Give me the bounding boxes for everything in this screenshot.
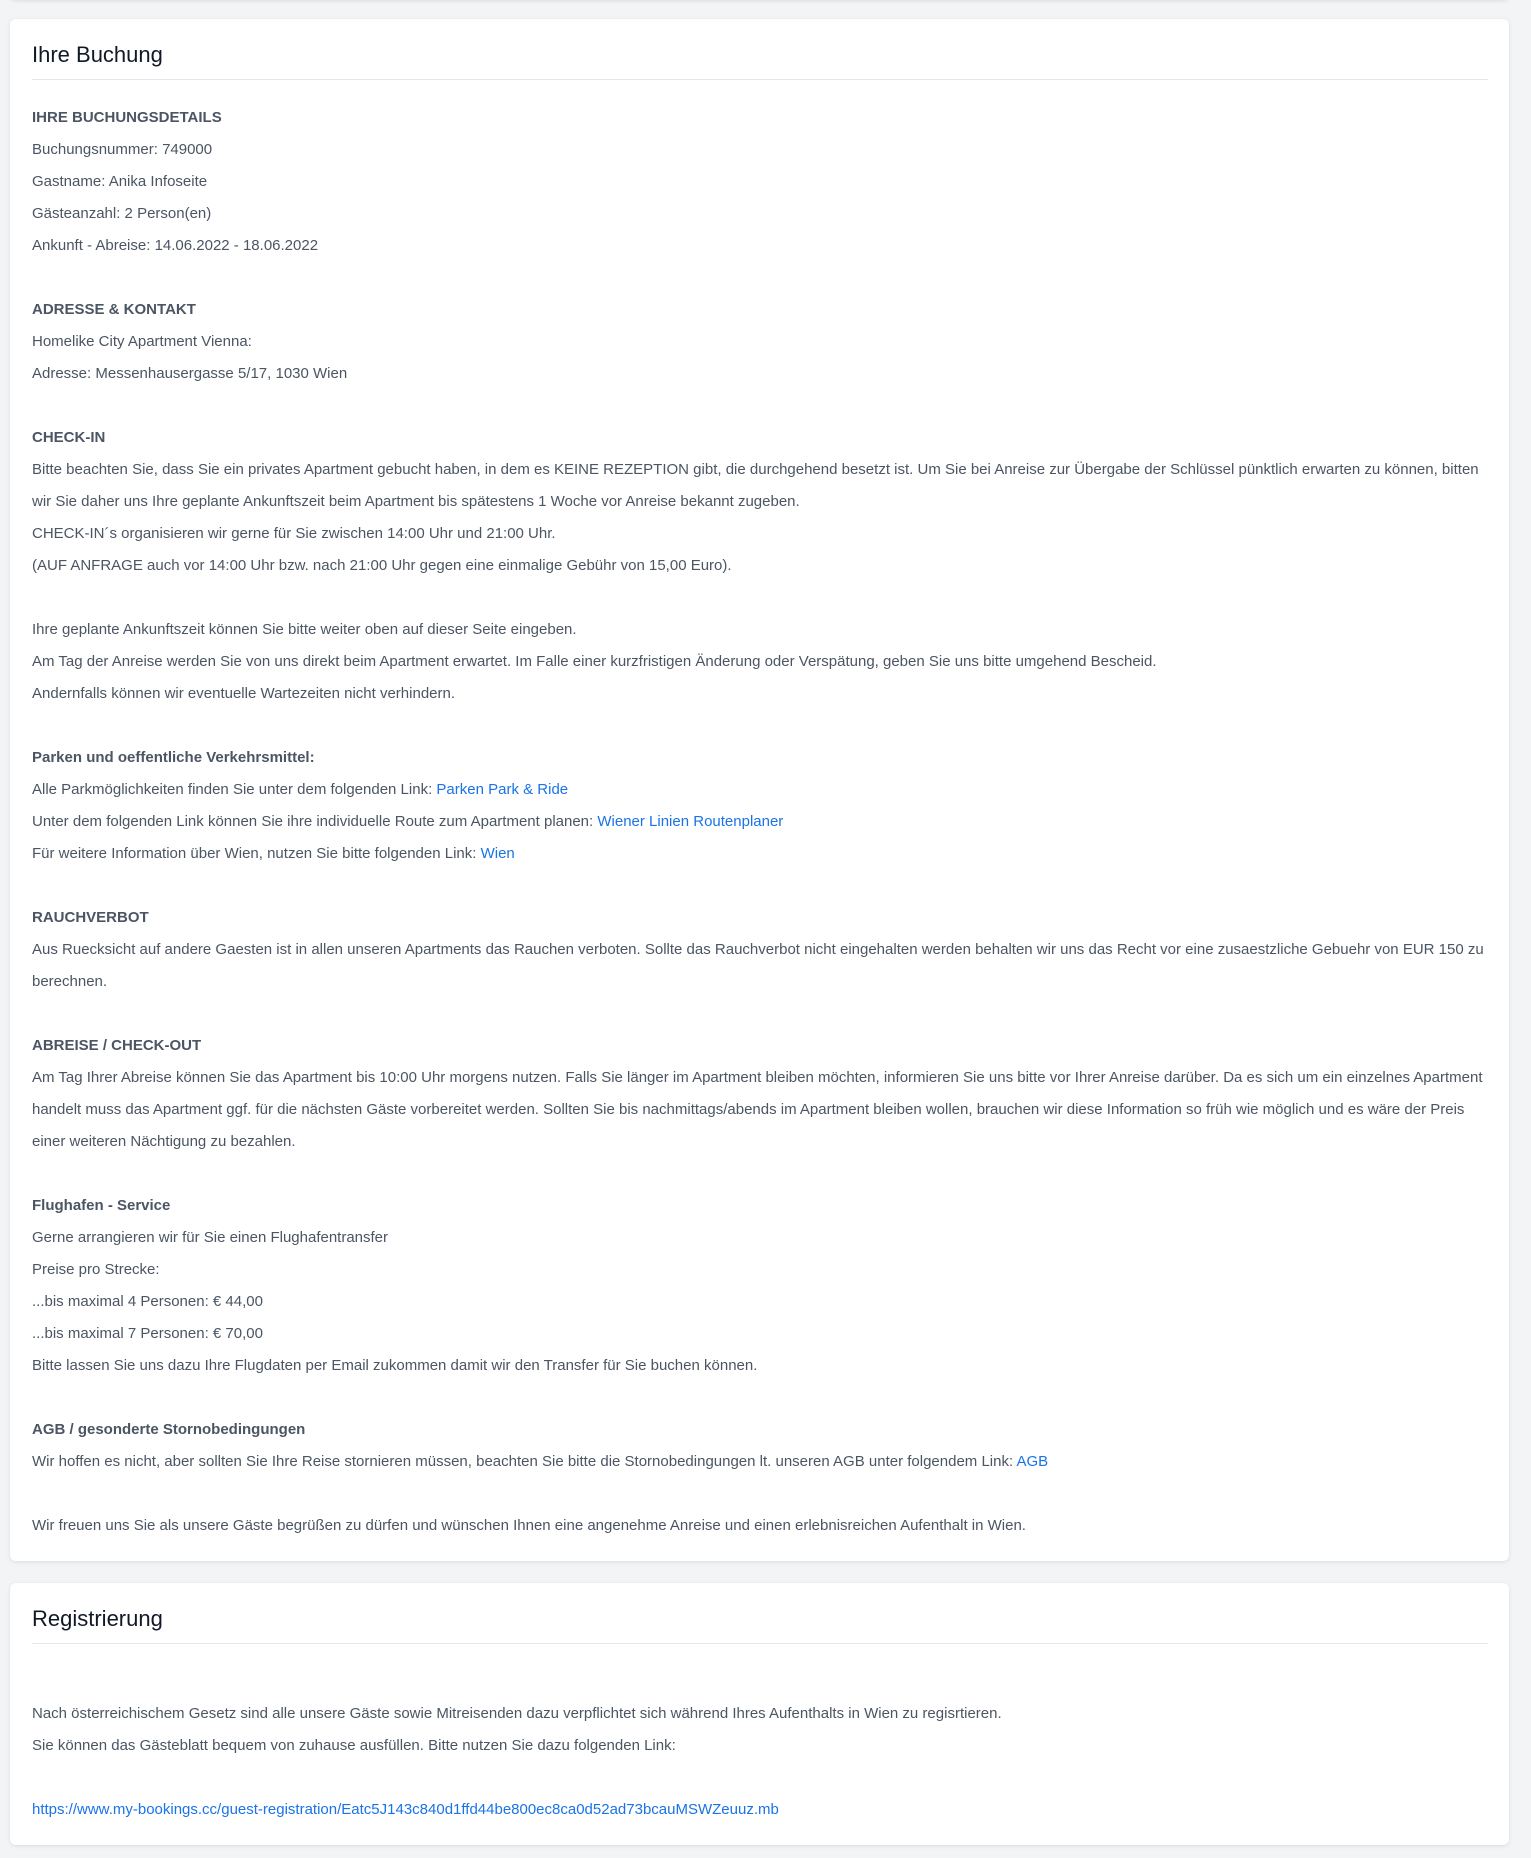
airport-price-7: ...bis maximal 7 Personen: € 70,00 — [32, 1325, 263, 1342]
checkout-text: Am Tag Ihrer Abreise können Sie das Apartment bis 10:00 Uhr morgens nutzen. Falls Sie länger im Apartment bleiben möchten, informieren Sie uns bitte vor Ihrer Anreise darüber. Da es sich um ein einzelnes Apartment handelt muss das Apartment ggf. für die nächsten Gäste vorbereitet werden. Sollten Sie bis nachmittags/abends im Apartment bleiben wollen, brauchen wir diese Information so früh wie möglich und es wäre der Preis einer weiteren Nächtigung zu bezahlen. — [32, 1069, 1483, 1150]
terms-text: Wir hoffen es nicht, aber sollten Sie Ihre Reise stornieren müssen, beachten Sie bitte die Stornobedingungen lt. unseren AGB unter folgendem Link: — [32, 1453, 1017, 1470]
smoking-text: Aus Ruecksicht auf andere Gaesten ist in allen unseren Apartments das Rauchen verboten. Sollte das Rauchverbot nicht eingehalten werden behalten wir uns das Recht vor eine zusaestzliche Gebuehr von EUR 150 zu berechnen. — [32, 941, 1484, 990]
route-planner-line — [32, 806, 1488, 838]
registration-card-title: Registrierung — [32, 1583, 1488, 1644]
guest-registration-link[interactable]: https://www.my-bookings.cc/guest-registration/Eatc5J143c840d1ffd44be800ec8ca0d52ad73bcauMSWZeuuz.mb — [32, 1801, 779, 1818]
registration-content — [32, 1644, 1488, 1826]
guest-name: Gastname: Anika Infoseite — [32, 173, 208, 190]
address-section — [32, 294, 1488, 390]
airport-heading: Flughafen - Service — [32, 1197, 171, 1214]
checkout-heading: ABREISE / CHECK-OUT — [32, 1037, 202, 1054]
smoking-section — [32, 902, 1488, 998]
apartment-address: Adresse: Messenhausergasse 5/17, 1030 Wien — [32, 365, 348, 382]
checkout-section — [32, 1030, 1488, 1158]
guest-count: Gästeanzahl: 2 Person(en) — [32, 205, 212, 222]
checkin-paragraph-5: Am Tag der Anreise werden Sie von uns direkt beim Apartment erwartet. Im Falle einer kurzfristigen Änderung oder Verspätung, geben Sie uns bitte umgehend Bescheid. — [32, 653, 1157, 670]
route-planner-link[interactable]: Wiener Linien Routenplaner — [597, 813, 784, 830]
vienna-info-text: Für weitere Information über Wien, nutzen Sie bitte folgenden Link: — [32, 845, 481, 862]
closing-text: Wir freuen uns Sie als unsere Gäste begrüßen zu dürfen und wünschen Ihnen eine angenehme Anreise und einen erlebnisreichen Aufenthalt in Wien. — [32, 1517, 1026, 1534]
checkin-paragraph-6: Andernfalls können wir eventuelle Wartezeiten nicht verhindern. — [32, 685, 456, 702]
vienna-link[interactable]: Wien — [480, 845, 515, 862]
checkin-paragraph-2: CHECK-IN´s organisieren wir gerne für Sie zwischen 14:00 Uhr und 21:00 Uhr. — [32, 525, 556, 542]
parking-text: Alle Parkmöglichkeiten finden Sie unter dem folgenden Link: — [32, 781, 437, 798]
registration-text-2: Sie können das Gästeblatt bequem von zuhause ausfüllen. Bitte nutzen Sie dazu folgenden Link: — [32, 1737, 676, 1754]
apartment-name: Homelike City Apartment Vienna: — [32, 333, 252, 350]
booking-card-title: Ihre Buchung — [32, 19, 1488, 80]
parking-section — [32, 742, 1488, 870]
registration-link-line — [32, 1794, 1488, 1826]
parking-line — [32, 774, 1488, 806]
vienna-info-line — [32, 838, 1488, 870]
airport-price-4: ...bis maximal 4 Personen: € 44,00 — [32, 1293, 263, 1310]
booking-card — [10, 19, 1509, 1561]
airport-section — [32, 1190, 1488, 1382]
registration-card — [10, 1583, 1509, 1845]
agb-link[interactable]: AGB — [1016, 1453, 1049, 1470]
smoking-heading: RAUCHVERBOT — [32, 909, 149, 926]
checkin-section — [32, 422, 1488, 710]
booking-details-section — [32, 102, 1488, 262]
spacer — [32, 582, 1488, 614]
parking-link[interactable]: Parken Park & Ride — [436, 781, 569, 798]
registration-text-1: Nach österreichischem Gesetz sind alle unsere Gäste sowie Mitreisenden dazu verpflichtet sich während Ihres Aufenthalts in Wien zu regisrtieren. — [32, 1705, 1002, 1722]
airport-line-2: Preise pro Strecke: — [32, 1261, 160, 1278]
airport-line-5: Bitte lassen Sie uns dazu Ihre Flugdaten per Email zukommen damit wir den Transfer für Sie buchen können. — [32, 1357, 758, 1374]
arrival-departure-dates: Ankunft - Abreise: 14.06.2022 - 18.06.2022 — [32, 237, 319, 254]
booking-content — [32, 80, 1488, 1542]
booking-details-heading: IHRE BUCHUNGSDETAILS — [32, 109, 222, 126]
checkin-paragraph-3: (AUF ANFRAGE auch vor 14:00 Uhr bzw. nach 21:00 Uhr gegen eine einmalige Gebühr von 15,00 Euro). — [32, 557, 732, 574]
address-heading: ADRESSE & KONTAKT — [32, 301, 196, 318]
closing-section — [32, 1510, 1488, 1542]
parking-heading: Parken und oeffentliche Verkehrsmittel: — [32, 749, 315, 766]
airport-line-1: Gerne arrangieren wir für Sie einen Flughafentransfer — [32, 1229, 389, 1246]
terms-line — [32, 1446, 1488, 1478]
terms-section — [32, 1414, 1488, 1478]
checkin-paragraph-4: Ihre geplante Ankunftszeit können Sie bitte weiter oben auf dieser Seite eingeben. — [32, 621, 577, 638]
terms-heading: AGB / gesonderte Stornobedingungen — [32, 1421, 306, 1438]
checkin-paragraph-1: Bitte beachten Sie, dass Sie ein privates Apartment gebucht haben, in dem es KEINE REZEPTION gibt, die durchgehend besetzt ist. Um Sie bei Anreise zur Übergabe der Schlüssel pünktlich erwarten zu können, bitten wir Sie daher uns Ihre geplante Ankunftszeit beim Apartment bis spätestens 1 Woche vor Anreise bekannt zugeben. — [32, 461, 1479, 510]
booking-number: Buchungsnummer: 749000 — [32, 141, 213, 158]
route-planner-text: Unter dem folgenden Link können Sie ihre individuelle Route zum Apartment planen: — [32, 813, 598, 830]
checkin-heading: CHECK-IN — [32, 429, 106, 446]
